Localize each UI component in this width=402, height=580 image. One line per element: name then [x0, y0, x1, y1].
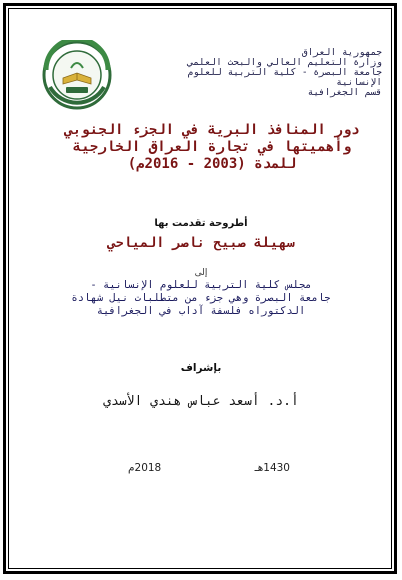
author-name: سهيلة صبيح ناصر المياحي	[107, 235, 295, 251]
header-line: قسم الجغرافية	[307, 87, 382, 98]
supervision-label: بإشراف	[180, 362, 222, 374]
hijri-year: 1430هـ	[254, 462, 290, 474]
to-label: إلى	[194, 268, 208, 278]
gregorian-year: 2018م	[128, 462, 162, 474]
title-line: للمدة (2003 - 2016م)	[127, 156, 297, 172]
statement-line: مجلس كلية التربية للعلوم الإنسانية -	[90, 279, 312, 291]
header-line: جامعة البصرة - كلية التربية للعلوم الإنسانية	[187, 67, 382, 88]
thesis-by-label: أطروحة تقدمت بها	[154, 218, 248, 229]
supervisor-name: أ.د. أسعد عباس هندي الأسدي	[103, 394, 299, 409]
submission-statement	[30, 279, 372, 318]
statement-line: الدكتوراه فلسفة آداب في الجغرافية	[96, 305, 306, 317]
university-logo	[38, 40, 116, 110]
title-line: وأهميتها في تجارة العراق الخارجية	[72, 139, 352, 155]
statement-line: جامعة البصرة وهي جزء من متطلبات نيل شهادة	[71, 292, 331, 304]
thesis-title	[40, 122, 384, 173]
title-line: دور المنافذ البرية في الجزء الجنوبي	[64, 122, 360, 138]
institution-header	[182, 48, 382, 98]
header-line: جمهورية العراق	[301, 47, 382, 58]
header-line: وزارة التعليم العالي والبحث العلمي	[187, 57, 382, 68]
